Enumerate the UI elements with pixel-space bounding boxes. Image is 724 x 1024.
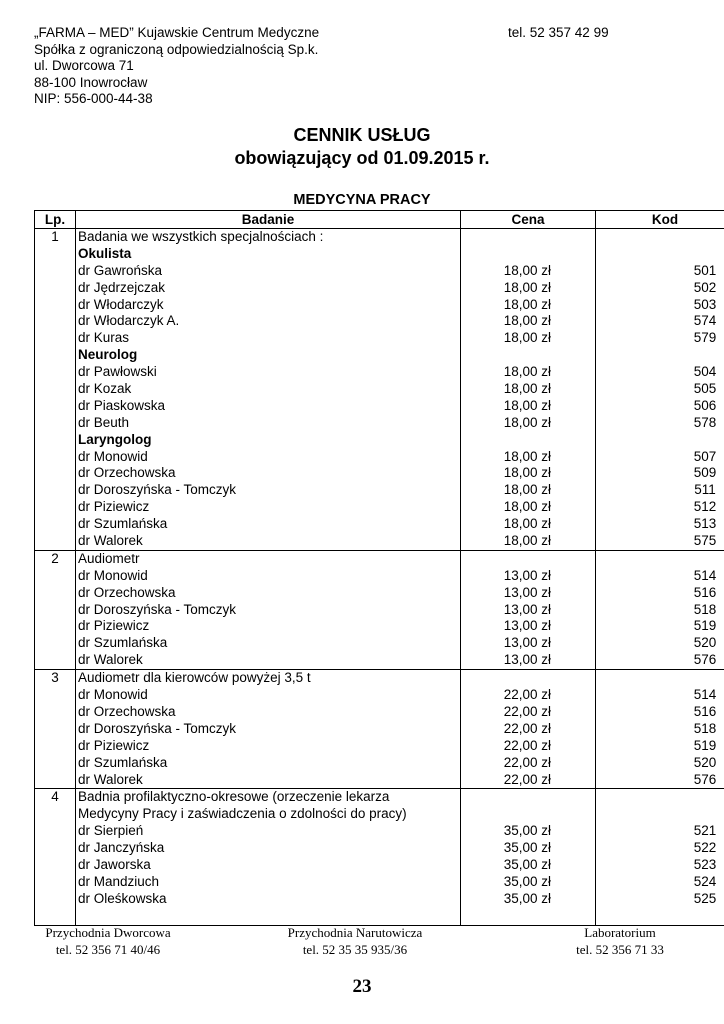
badanie-cell — [76, 229, 461, 551]
table-row — [35, 229, 724, 551]
price-value: 22,00 zł — [503, 754, 551, 770]
service-name: dr Beuth — [78, 414, 130, 430]
lp-cell — [35, 670, 76, 789]
price-value: 35,00 zł — [503, 823, 551, 839]
footer-laboratory — [568, 924, 672, 958]
price-value — [461, 432, 595, 449]
kod-cell — [596, 670, 724, 789]
price-value — [461, 229, 595, 246]
service-name: dr Włodarczyk A. — [78, 313, 180, 329]
company-nip: NIP: 556-000-44-38 — [34, 91, 153, 107]
service-name: dr Doroszyńska - Tomczyk — [78, 601, 237, 617]
service-name: dr Mandziuch — [78, 873, 160, 889]
cena-cell — [461, 229, 596, 551]
service-name: dr Doroszyńska - Tomczyk — [78, 482, 237, 498]
service-name: dr Walorek — [78, 533, 143, 549]
badanie-cell — [76, 550, 461, 669]
service-name: dr Piziewicz — [78, 499, 150, 515]
service-name: dr Sierpień — [78, 823, 144, 839]
code-value: 576 — [693, 652, 717, 668]
header-badanie: Badanie — [76, 211, 461, 229]
lp-cell — [35, 550, 76, 669]
service-name: Medycyny Pracy i zaświadczenia o zdolności do pracy) — [78, 806, 407, 822]
price-value: 18,00 zł — [503, 313, 551, 329]
company-header — [34, 25, 319, 108]
service-name: dr Włodarczyk — [78, 296, 164, 312]
service-name: dr Oleśkowska — [78, 890, 167, 906]
code-value: 524 — [693, 873, 717, 889]
code-value — [676, 432, 724, 449]
code-value — [676, 229, 724, 246]
service-name: dr Orzechowska — [78, 465, 176, 481]
kod-cell — [596, 229, 724, 551]
code-value — [676, 789, 724, 806]
code-value: 574 — [693, 313, 717, 329]
price-value: 18,00 zł — [503, 279, 551, 295]
code-value: 514 — [693, 687, 717, 703]
price-value — [461, 806, 595, 823]
code-value: 520 — [693, 635, 717, 651]
table-row — [35, 670, 724, 789]
price-value: 18,00 zł — [503, 533, 551, 549]
price-value: 18,00 zł — [503, 448, 551, 464]
code-value: 509 — [693, 465, 717, 481]
service-name: dr Kozak — [78, 381, 132, 397]
price-value: 22,00 zł — [503, 703, 551, 719]
price-value: 18,00 zł — [503, 397, 551, 413]
service-name: dr Monowid — [78, 448, 148, 464]
service-name: dr Monowid — [78, 687, 148, 703]
footer-clinic-phone: tel. 52 356 71 33 — [576, 942, 664, 957]
service-name: Badania we wszystkich specjalnościach : — [78, 229, 324, 244]
code-value: 523 — [693, 856, 717, 872]
service-name: Badnia profilaktyczno-okresowe (orzeczenie lekarza — [78, 789, 390, 805]
code-value: 516 — [693, 703, 717, 719]
code-value: 525 — [693, 890, 717, 906]
kod-cell — [596, 550, 724, 669]
code-value: 576 — [693, 771, 717, 787]
price-value: 13,00 zł — [503, 635, 551, 651]
code-value: 520 — [693, 754, 717, 770]
price-value: 13,00 zł — [503, 567, 551, 583]
price-value — [461, 246, 595, 263]
lp-number: 2 — [51, 550, 59, 566]
footer-clinic-dworcowa — [34, 924, 182, 958]
header-cena: Cena — [461, 211, 596, 229]
code-value: 504 — [693, 364, 717, 380]
lp-number: 3 — [51, 670, 59, 686]
code-value: 521 — [693, 823, 717, 839]
kod-cell — [596, 789, 724, 925]
price-value: 18,00 zł — [503, 381, 551, 397]
footer-clinic-name: Przychodnia Dworcowa — [45, 925, 171, 940]
code-value — [676, 551, 724, 568]
table-header-row — [35, 211, 724, 229]
code-value: 502 — [693, 279, 717, 295]
price-value: 35,00 zł — [503, 890, 551, 906]
service-name: dr Szumlańska — [78, 754, 168, 770]
price-value: 18,00 zł — [503, 482, 551, 498]
code-value: 519 — [693, 618, 717, 634]
service-name: dr Piziewicz — [78, 737, 150, 753]
price-value: 18,00 zł — [503, 499, 551, 515]
cena-cell — [461, 789, 596, 925]
service-name: Audiometr — [78, 550, 140, 566]
table-row — [35, 789, 724, 925]
price-value: 18,00 zł — [503, 414, 551, 430]
code-value: 578 — [693, 414, 717, 430]
table-row — [35, 550, 724, 669]
price-value — [461, 789, 595, 806]
code-value: 513 — [693, 516, 717, 532]
code-value: 514 — [693, 567, 717, 583]
footer-clinic-phone: tel. 52 356 71 40/46 — [55, 942, 161, 957]
company-city: 88-100 Inowrocław — [34, 74, 148, 90]
service-name: dr Kuras — [78, 330, 130, 346]
footer-clinic-name: Laboratorium — [584, 925, 656, 940]
service-name: dr Orzechowska — [78, 584, 176, 600]
specialty-heading: Neurolog — [78, 347, 138, 363]
service-name: dr Pawłowski — [78, 364, 157, 380]
company-phone: tel. 52 357 42 99 — [508, 25, 609, 40]
badanie-cell — [76, 789, 461, 925]
code-value: 506 — [693, 397, 717, 413]
code-value: 518 — [693, 720, 717, 736]
footer-clinic-phone: tel. 52 35 35 935/36 — [302, 942, 408, 957]
service-name: dr Walorek — [78, 771, 143, 787]
service-name — [78, 908, 460, 925]
page-subtitle: obowiązujący od 01.09.2015 r. — [234, 148, 490, 168]
code-value — [676, 806, 724, 823]
price-value: 22,00 zł — [503, 737, 551, 753]
code-value: 505 — [693, 381, 717, 397]
lp-cell — [35, 229, 76, 551]
price-value: 18,00 zł — [503, 364, 551, 380]
lp-cell — [35, 789, 76, 925]
cena-cell — [461, 550, 596, 669]
service-name: dr Piziewicz — [78, 618, 150, 634]
company-name: „FARMA – MED” Kujawskie Centrum Medyczne — [34, 25, 320, 40]
code-value: 575 — [693, 533, 717, 549]
code-value — [676, 908, 724, 925]
code-value — [676, 670, 724, 687]
service-name: dr Monowid — [78, 567, 148, 583]
price-value: 13,00 zł — [503, 618, 551, 634]
code-value — [676, 246, 724, 263]
service-name: dr Szumlańska — [78, 635, 168, 651]
service-name: Audiometr dla kierowców powyżej 3,5 t — [78, 670, 311, 686]
service-name: dr Janczyńska — [78, 840, 165, 856]
price-value: 18,00 zł — [503, 465, 551, 481]
price-value: 18,00 zł — [503, 330, 551, 346]
service-name: dr Doroszyńska - Tomczyk — [78, 720, 237, 736]
code-value: 518 — [693, 601, 717, 617]
header-lp: Lp. — [35, 211, 76, 229]
service-name: dr Jędrzejczak — [78, 279, 166, 295]
code-value: 519 — [693, 737, 717, 753]
section-heading: MEDYCYNA PRACY — [293, 192, 431, 208]
price-value: 22,00 zł — [503, 771, 551, 787]
price-value: 18,00 zł — [503, 516, 551, 532]
price-value: 18,00 zł — [503, 262, 551, 278]
code-value: 516 — [693, 584, 717, 600]
code-value: 512 — [693, 499, 717, 515]
price-value — [461, 908, 595, 925]
page-number: 23 — [352, 976, 372, 997]
lp-number: 1 — [51, 229, 59, 244]
price-value: 18,00 zł — [503, 296, 551, 312]
code-value: 522 — [693, 840, 717, 856]
price-value: 35,00 zł — [503, 873, 551, 889]
price-value: 13,00 zł — [503, 601, 551, 617]
code-value: 511 — [694, 482, 716, 498]
lp-number: 4 — [51, 789, 59, 805]
footer-clinic-narutowicza — [278, 924, 432, 958]
service-name: dr Orzechowska — [78, 703, 176, 719]
service-name: dr Walorek — [78, 652, 143, 668]
page-title: CENNIK USŁUG — [293, 125, 431, 145]
cena-cell — [461, 670, 596, 789]
service-name: dr Gawrońska — [78, 262, 163, 278]
code-value — [676, 347, 724, 364]
specialty-heading: Okulista — [78, 245, 132, 261]
company-legal-form: Spółka z ograniczoną odpowiedzialnością Sp.k. — [34, 41, 319, 57]
price-value: 13,00 zł — [503, 652, 551, 668]
price-value: 22,00 zł — [503, 687, 551, 703]
service-name: dr Piaskowska — [78, 397, 166, 413]
code-value: 507 — [693, 448, 717, 464]
company-street: ul. Dworcowa 71 — [34, 58, 134, 74]
price-value: 22,00 zł — [503, 720, 551, 736]
service-name: dr Szumlańska — [78, 516, 168, 532]
price-value: 35,00 zł — [503, 856, 551, 872]
badanie-cell — [76, 670, 461, 789]
code-value: 501 — [693, 262, 717, 278]
price-table — [34, 210, 724, 926]
header-kod: Kod — [596, 211, 724, 229]
code-value: 503 — [693, 296, 717, 312]
service-name: dr Jaworska — [78, 856, 151, 872]
price-value — [461, 551, 595, 568]
code-value: 579 — [693, 330, 717, 346]
price-value: 35,00 zł — [503, 840, 551, 856]
price-value: 13,00 zł — [503, 584, 551, 600]
price-value — [461, 347, 595, 364]
specialty-heading: Laryngolog — [78, 431, 152, 447]
footer-clinic-name: Przychodnia Narutowicza — [287, 925, 423, 940]
price-value — [461, 670, 595, 687]
